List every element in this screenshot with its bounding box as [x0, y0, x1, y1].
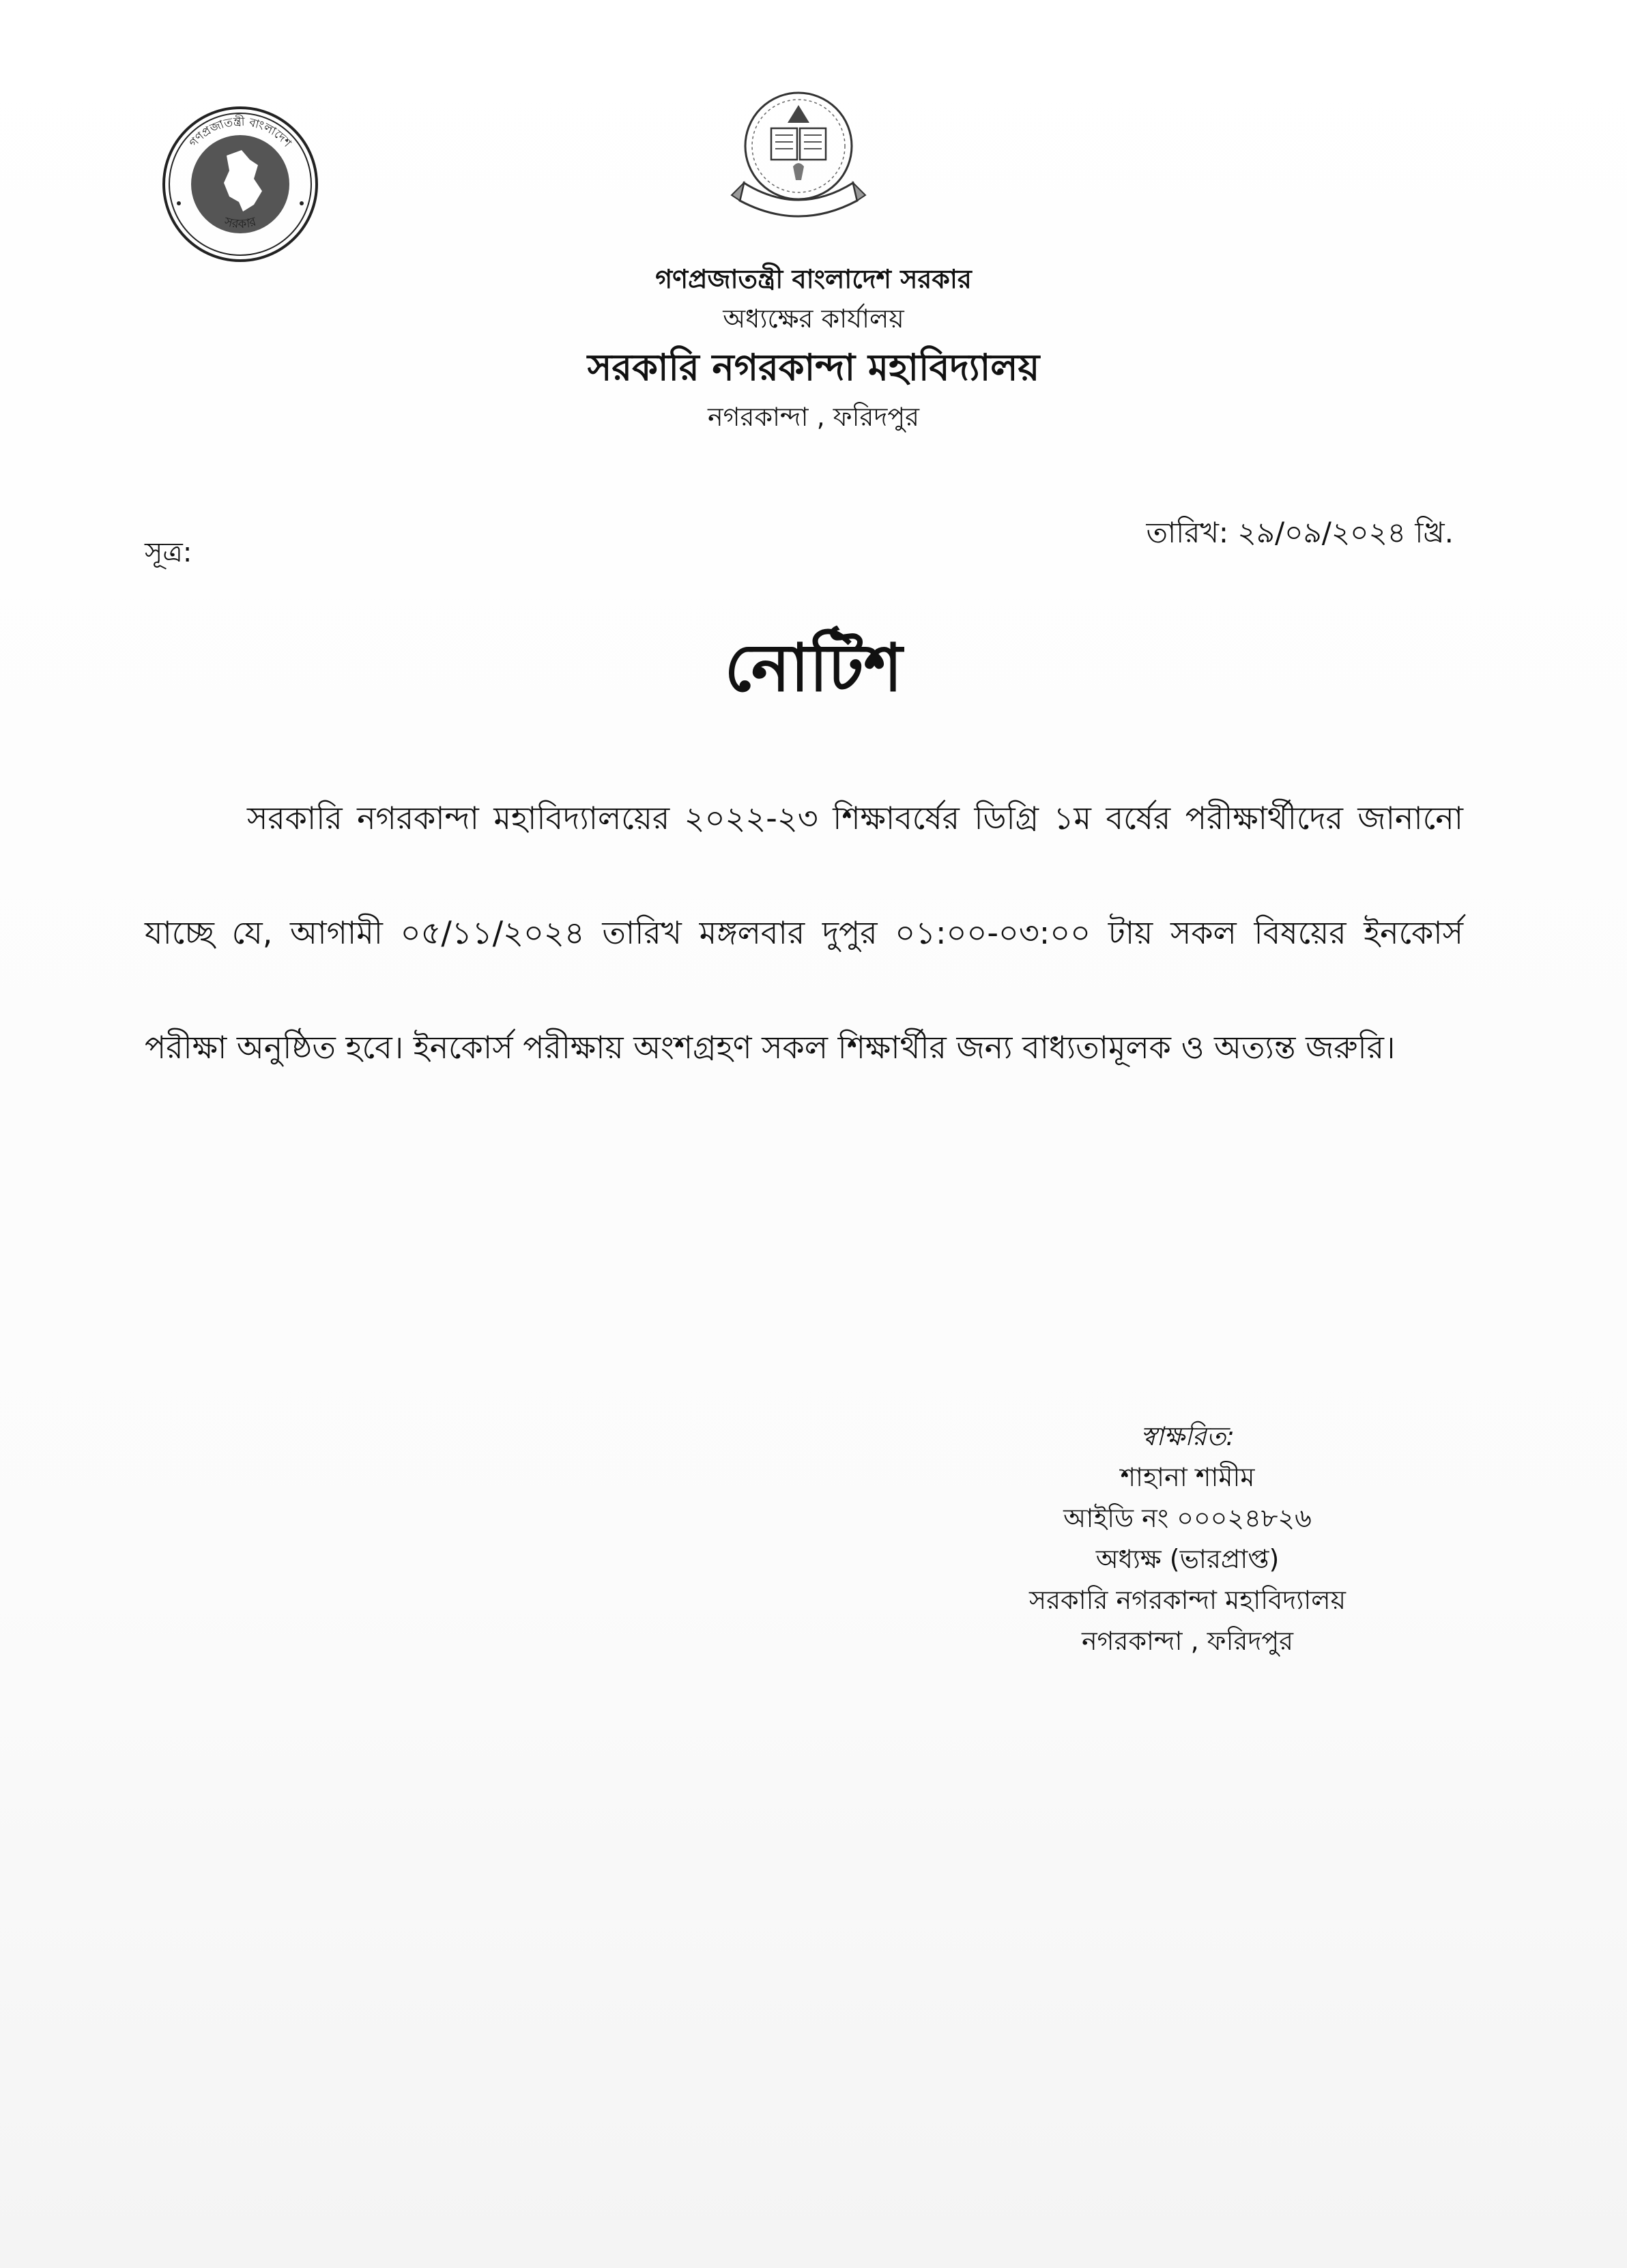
- office-name: অধ্যক্ষের কার্যালয়: [723, 304, 904, 334]
- signed-label: স্বাক্ষরিত:: [1140, 1421, 1235, 1451]
- signatory-college: সরকারি নগরকান্দা মহাবিদ্যালয়: [1029, 1585, 1346, 1615]
- government-seal-icon: [158, 102, 322, 266]
- signature-block: [983, 1416, 1392, 1661]
- government-name: গণপ্রজাতন্ত্রী বাংলাদেশ সরকার: [655, 264, 972, 294]
- signatory-location: নগরকান্দা , ফরিদপুর: [1081, 1626, 1294, 1656]
- notice-title: নোটিশ: [724, 630, 903, 706]
- notice-body: সরকারি নগরকান্দা মহাবিদ্যালয়ের ২০২২-২৩ শিক্ষাবর্ষের ডিগ্রি ১ম বর্ষের পরীক্ষার্থীদের জানানো যাচ্ছে যে, আগামী ০৫/১১/২০২৪ তারিখ মঙ্গলবার দুপুর ০১:০০-০৩:০০ টায় সকল বিষয়ের ইনকোর্স পরীক্ষা অনুষ্ঠিত হবে। ইনকোর্স পরীক্ষায় অংশগ্রহণ সকল শিক্ষার্থীর জন্য বাধ্যতামূলক ও অত্যন্ত জরুরি।: [145, 800, 1463, 1066]
- reference-label: সূত্র:: [145, 537, 192, 568]
- signatory-id: আইডি নং ০০০২৪৮২৬: [1063, 1503, 1312, 1533]
- college-emblem-icon: [717, 81, 880, 244]
- college-name: সরকারি নগরকান্দা মহাবিদ্যালয়: [587, 346, 1040, 389]
- letterhead: [0, 259, 1627, 437]
- gov-seal-bottom-text: সরকার: [222, 214, 258, 232]
- notice-date: তারিখ: ২৯/০৯/২০২৪ খ্রি.: [1146, 516, 1454, 549]
- college-location: নগরকান্দা , ফরিদপুর: [707, 402, 920, 432]
- signatory-designation: অধ্যক্ষ (ভারপ্রাপ্ত): [1095, 1544, 1280, 1574]
- signatory-name: শাহানা শামীম: [1120, 1462, 1255, 1492]
- gov-seal-top-text: গণপ্রজাতন্ত্রী বাংলাদেশ: [186, 115, 294, 150]
